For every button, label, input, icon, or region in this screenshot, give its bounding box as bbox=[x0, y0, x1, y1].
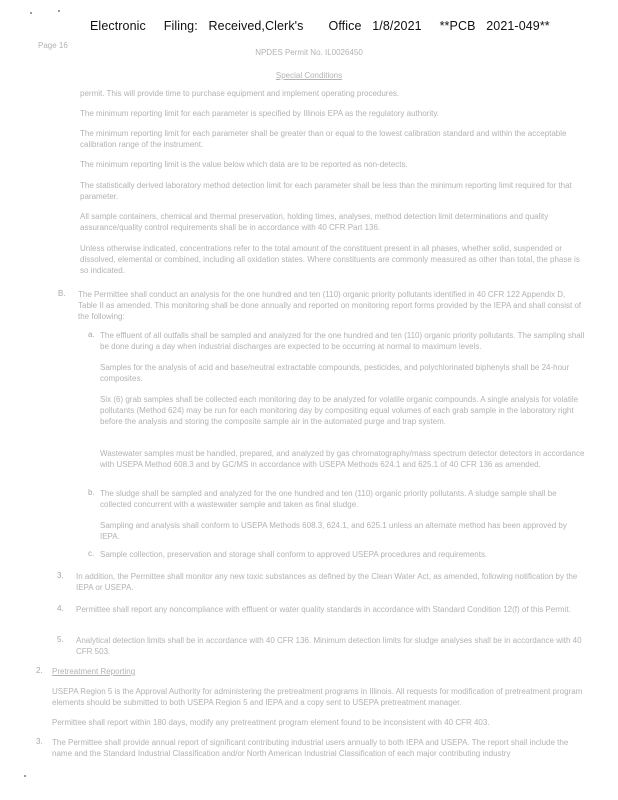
item-text: The Permittee shall provide annual report of significant contributing industrial users annually to both IEPA and USEPA. The report shall include the name and the Standard Industrial Classification and/or North American Industrial Classification of each major contributing industry bbox=[52, 738, 569, 758]
paragraph: USEPA Region 5 is the Approval Authority for administering the pretreatment programs in Illinois. All requests for modification of pretreatment program elements should be submitted to both USEPA Region 5 and IEPA and a copy sent to USEPA pretreatment manager. bbox=[52, 687, 583, 707]
permit-number: NPDES Permit No. IL0026450 bbox=[255, 48, 363, 57]
scan-speck bbox=[58, 10, 60, 12]
sub-item-text: Samples for the analysis of acid and base/neutral extractable compounds, pesticides, and polychlorinated biphenyls shall be 24-hour composites. bbox=[100, 363, 570, 383]
scan-speck bbox=[24, 775, 26, 777]
item-number: 3. bbox=[57, 571, 64, 580]
paragraph: The statistically derived laboratory method detection limit for each parameter shall be less than the minimum reporting limit required for that parameter. bbox=[80, 181, 572, 201]
section-title: Special Conditions bbox=[275, 71, 343, 80]
item-number: 5. bbox=[57, 635, 64, 644]
sub-item-text: The sludge shall be sampled and analyzed for the one hundred and ten (110) organic priority pollutants. A sludge sample shall be collected concurrent with a wastewater sample and taken as final sludge. bbox=[100, 489, 557, 509]
sub-item-number: a. bbox=[88, 330, 95, 339]
section-heading: Pretreatment Reporting bbox=[52, 667, 136, 676]
paragraph: Unless otherwise indicated, concentrations refer to the total amount of the constituent present in all phases, whether solid, suspended or dissolved, elemental or combined, including all oxidation states. Where constituents are commonly measured as other than total, the phase is so indicated. bbox=[80, 244, 580, 275]
filing-stamp: Electronic Filing: Received,Clerk's Office 1/8/2021 **PCB 2021-049** bbox=[90, 19, 550, 33]
paragraph: The minimum reporting limit for each parameter is specified by Illinois EPA as the regulatory authority. bbox=[80, 109, 439, 118]
sub-item-text: The effluent of all outfalls shall be sampled and analyzed for the one hundred and ten (110) organic priority pollutants. The sampling shall be done during a day when industrial discharges are expected to be occurring at normal to maximum levels. bbox=[100, 331, 585, 351]
sub-item-number: b. bbox=[88, 488, 95, 497]
paragraph: All sample containers, chemical and thermal preservation, holding times, analyses, method detection limit determinations and quality assurance/quality control requirements shall be in accordance with 40 CFR Part 136. bbox=[80, 212, 549, 232]
item-text: In addition, the Permittee shall monitor any new toxic substances as defined by the Clean Water Act, as amended, following notification by the IEPA or USEPA. bbox=[76, 572, 578, 592]
item-number: B. bbox=[58, 289, 66, 298]
sub-item-text: Sample collection, preservation and storage shall conform to approved USEPA procedures and requirements. bbox=[100, 550, 488, 559]
item-number: 4. bbox=[57, 604, 64, 613]
paragraph: The minimum reporting limit for each parameter shall be greater than or equal to the lowest calibration standard and within the acceptable calibration range of the instrument. bbox=[80, 129, 567, 149]
sub-item-number: c. bbox=[88, 549, 95, 558]
sub-item-text: Wastewater samples must be handled, prepared, and analyzed by gas chromatography/mass spectrum detector detectors in accordance with USEPA Method 608.3 and by GC/MS in accordance with USEPA Methods 624.1 and 625.1 of 40 CFR 136 as amended. bbox=[100, 449, 585, 469]
item-text: Permittee shall report any noncompliance with effluent or water quality standards in accordance with Standard Condition 12(f) of this Permit. bbox=[76, 605, 571, 614]
paragraph: Permittee shall report within 180 days, modify any pretreatment program element found to be inconsistent with 40 CFR 403. bbox=[52, 718, 490, 727]
section-number: 2. bbox=[36, 666, 43, 675]
sub-item-text: Six (6) grab samples shall be collected each monitoring day to be analyzed for volatile organic compounds. A single analysis for volatile pollutants (Method 624) may be run for each monitoring day by compositing equal volumes of each grab sample in the laboratory right before the analysis and storing the composite sample air in the automated purge and trap system. bbox=[100, 395, 579, 426]
page-label: Page 16 bbox=[38, 41, 68, 50]
paragraph: permit. This will provide time to purchase equipment and implement operating procedures. bbox=[80, 89, 400, 98]
item-number: 3. bbox=[36, 737, 43, 746]
paragraph: The minimum reporting limit is the value below which data are to be reported as non-detects. bbox=[80, 160, 408, 169]
scan-speck bbox=[30, 12, 32, 14]
item-text: Analytical detection limits shall be in accordance with 40 CFR 136. Minimum detection limits for sludge analyses shall be in accordance with 40 CFR 503. bbox=[76, 636, 582, 656]
sub-item-text: Sampling and analysis shall conform to USEPA Methods 608.3, 624.1, and 625.1 unless an alternate method has been approved by IEPA. bbox=[100, 521, 567, 541]
item-text: The Permittee shall conduct an analysis for the one hundred and ten (110) organic priority pollutants identified in 40 CFR 122 Appendix D, Table II as amended. This monitoring shall be done annually and reported on monitoring report forms provided by the IEPA and shall consist of the following: bbox=[78, 290, 582, 321]
